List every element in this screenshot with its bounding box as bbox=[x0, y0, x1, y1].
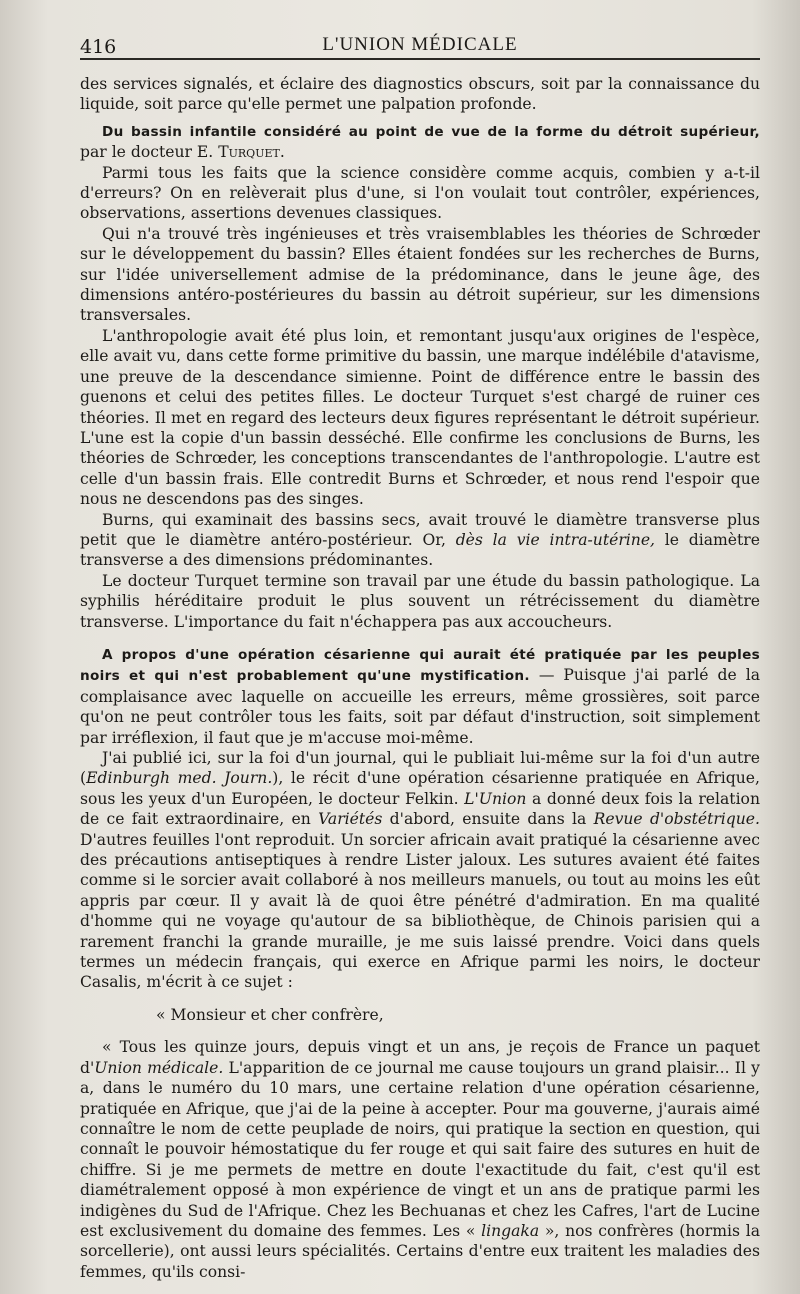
italic-run: Union médicale. bbox=[94, 1058, 224, 1077]
paragraph: Le docteur Turquet termine son travail par une étude du bassin pathologique. La syphilis héréditaire produit le plus souvent un rétrécissement du diamètre transverse. L'importance du fait n'échappera pas aux accoucheurs. bbox=[80, 571, 760, 631]
letter-paragraph bbox=[80, 1037, 760, 1282]
paragraph: L'anthropologie avait été plus loin, et remontant jusqu'aux origines de l'espèce, elle avait vu, dans cette forme primitive du bassin, une marque indélébile d'atavisme, une preuve de la descendance simienne. Point de différence entre le bassin des guenons et celui des petites filles. Le docteur Turquet s'est chargé de ruiner ces théories. Il met en regard des lecteurs deux figures représentant le détroit supérieur. L'une est la copie d'un bassin desséché. Elle confirme les conclusions de Burns, les théories de Schrœder, les conceptions transcendantes de l'anthropologie. L'autre est celle d'un bassin frais. Elle contredit Burns et Schrœder, et nous rend l'espoir que nous ne descendons pas des singes. bbox=[80, 326, 760, 509]
section-intro-cesarienne bbox=[80, 644, 760, 748]
text-run: D'autres feuilles l'ont reproduit. Un sorcier africain avait pratiqué la césarienne avec des précautions antiseptiques à rendre Lister jaloux. Les sutures avaient été faites comme si le sorcier avait collaboré à nos meilleurs manuels, ou tout au moins les eût appris par cœur. Il y avait là de quoi être pénétré d'admiration. En ma qualité d'homme qui ne voyage qu'autour de sa bibliothèque, de Chinois parisien qui a rarement franchi la grande muraille, je me suis laissé prendre. Voici dans quels termes un médecin français, qui exerce en Afrique parmi les noirs, le docteur Casalis, m'écrit à ce sujet : bbox=[80, 830, 760, 992]
author-name: Turquet. bbox=[218, 143, 285, 162]
paragraph bbox=[80, 510, 760, 571]
byline-text: par le docteur E. bbox=[80, 143, 219, 162]
text-run: — Puisque j'ai parlé de la complaisance avec laquelle on accueille les erreurs, même grossières, soit parce qu'on ne peut contrôler tous les faits, soit par défaut d'instruction, soit simplement par irréflexion, il faut que je m'accuse moi-même. bbox=[80, 666, 760, 747]
letter-salutation: « Monsieur et cher confrère, bbox=[156, 1005, 384, 1024]
section-heading-bassin: Du bassin infantile considéré au point de vue de la forme du détroit supérieur, bbox=[102, 123, 760, 140]
article-body bbox=[80, 74, 760, 1282]
text-run: L'apparition de ce journal me cause toujours un grand plaisir... Il y a, dans le numéro du 10 mars, une certaine relation d'une opération césarienne, pratiquée en Afrique, que j'ai de la peine à accepter. Pour ma gouverne, j'aurais aimé connaître le nom de cette peuplade de noirs, qui pratique la section en question, qui connaît le pouvoir hémostatique du fer rouge et qui sait faire des sutures en huit de chiffre. Si je me permets de mettre en doute l'exactitude du fait, c'est qu'il est diamétralement opposé à mon expérience de vingt et un ans de pratique parmi les indigènes du Sud de l'Afrique. Chez les Bechuanas et chez les Cafres, l'art de Lucine est exclusivement du domaine des femmes. Les « bbox=[80, 1058, 760, 1240]
paragraph bbox=[80, 748, 760, 993]
paragraph: Parmi tous les faits que la science considère comme acquis, combien y a-t-il d'erreurs? On en relèverait plus d'une, si l'on voulait tout contrôler, expériences, observations, assertions devenues classiques. bbox=[80, 163, 760, 223]
italic-run: dès la vie intra-utérine, bbox=[455, 530, 656, 549]
italic-run: lingaka bbox=[481, 1221, 540, 1240]
paragraph-continuation: des services signalés, et éclaire des diagnostics obscurs, soit par la connaissance du liquide, soit parce qu'elle permet une palpation profonde. bbox=[80, 75, 760, 114]
text-run: ), le récit d'une opération césarienne pratiquée en Afrique, sous les yeux d'un Européen, le docteur Felkin. bbox=[80, 769, 760, 808]
paragraph: Qui n'a trouvé très ingénieuses et très vraisemblables les théories de Schrœder sur le développement du bassin? Elles étaient fondées sur les recherches de Burns, sur l'idée universellement admise de la prédominance, dans le jeune âge, des dimensions antéro-postérieures du bassin au détroit supérieur, sur les dimensions transversales. bbox=[80, 224, 760, 325]
page-header bbox=[80, 28, 760, 60]
text-run: « Tous les quinze jours, depuis vingt et un ans, je reçois de France un paquet d' bbox=[80, 1038, 760, 1077]
page-number: 416 bbox=[80, 36, 117, 58]
running-title: L'UNION MÉDICALE bbox=[322, 34, 518, 55]
italic-run: Edinburgh med. Journ. bbox=[86, 769, 273, 788]
text-run: d'abord, ensuite dans la bbox=[382, 810, 594, 829]
italic-run: Revue d'obstétrique. bbox=[593, 810, 760, 829]
text-run: », nos confrères (hormis la sorcellerie), ont aussi leurs spécialités. Certains d'entre eux traitent les maladies des femmes, qu'ils consi- bbox=[80, 1221, 760, 1281]
section-intro-bassin bbox=[80, 121, 760, 163]
text-run: le diamètre transverse a des dimensions prédominantes. bbox=[80, 530, 760, 570]
text-run: a donné deux fois la relation de ce fait extraordinaire, en bbox=[80, 789, 760, 829]
section-heading-cesarienne: A propos d'une opération césarienne qui aurait été pratiquée par les peuples noirs et qui n'est probablement qu'une mystification. bbox=[80, 646, 760, 685]
text-run: J'ai publié ici, sur la foi d'un journal, qui le publiait lui-même sur la foi d'un autre ( bbox=[80, 749, 760, 788]
italic-run: Variétés bbox=[318, 810, 383, 829]
italic-run: L'Union bbox=[464, 789, 527, 808]
text-run: Burns, qui examinait des bassins secs, avait trouvé le diamètre transverse plus petit que le diamètre antéro-postérieur. Or, bbox=[80, 510, 760, 549]
